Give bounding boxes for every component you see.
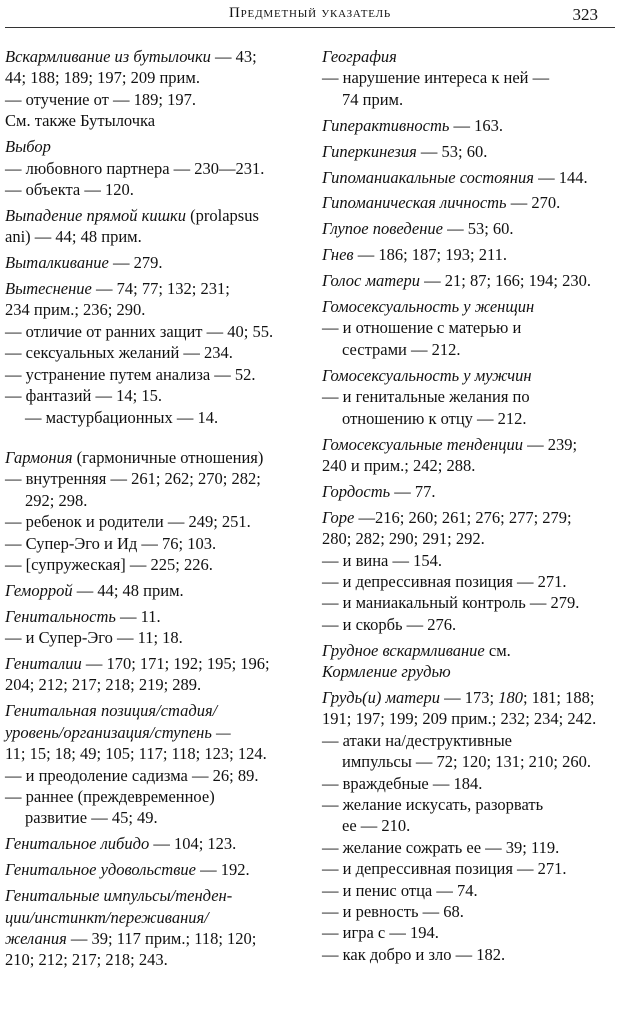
index-entry [322,192,618,213]
index-term: Горе [322,507,355,527]
entry-text: — раннее (преждевременное) [5,787,215,806]
entry-line [322,794,618,815]
index-term: Гениталии [5,654,82,674]
entry-line [322,434,618,455]
entry-text: — 192. [200,860,250,880]
entry-text: — устранение путем анализа — 52. [5,364,256,384]
entry-line [322,944,618,965]
index-entry [322,640,618,683]
entry-text: 292; 298. [25,490,88,510]
entry-text: — 239; [527,434,578,454]
entry-line [5,949,303,970]
entry-line [5,46,303,67]
entry-line [5,743,303,764]
entry-line [322,730,618,751]
entry-line [5,407,303,428]
entry-text: — и отношение с матерью и [322,318,522,338]
index-entry [322,244,618,265]
index-term: Генитальное либидо [5,834,150,854]
entry-line [5,885,303,906]
entry-text: — сексуальных желаний — 234. [5,343,233,363]
index-entry [5,205,303,248]
entry-line [322,455,618,476]
entry-line [5,722,303,743]
entry-text: — объекта — 120. [5,179,134,199]
entry-line [5,700,303,721]
entry-text: 204; 212; 217; 218; 219; 289. [5,675,202,695]
entry-line [5,299,303,320]
index-term: Гнев [322,245,354,265]
index-term: Вскармливание из бутылочки [5,47,211,66]
entry-text: — и ревность — 68. [322,902,464,922]
entry-text: — 44; 48 прим. [76,580,184,600]
entry-text: — враждебные — 184. [322,773,483,793]
entry-text: — как добро и зло — 182. [322,944,506,964]
index-entry [322,507,618,635]
entry-text: 191; 197; 199; 209 прим.; 232; 234; 242. [322,709,597,729]
index-term: Гармония [5,447,73,467]
entry-line [322,339,618,360]
entry-text: — отличие от ранних защит — 40; 55. [5,321,274,341]
entry-line [5,786,303,807]
entry-text: ani) — 44; 48 прим. [5,227,142,247]
index-entry [5,833,303,854]
entry-text: — и вина — 154. [322,550,442,570]
index-term: Гиперактивность [322,115,450,135]
entry-line [322,365,618,386]
entry-line [5,928,303,949]
entry-line [322,67,618,88]
entry-text: — 43; [215,47,257,66]
index-term: Глупое поведение [322,219,443,239]
entry-text: ее — 210. [342,816,411,836]
entry-text: сестрами — 212. [342,339,461,359]
entry-text: См. также Бутылочка [5,111,156,131]
entry-line [5,179,303,200]
entry-text: импульсы — 72; 120; 131; 210; 260. [342,752,592,772]
index-term: Голос матери [322,271,420,291]
index-term: Выбор [5,137,51,157]
entry-line [5,468,303,489]
entry-line [322,167,618,188]
index-term: Гордость [322,481,391,501]
index-entry [322,434,618,477]
index-entry [322,218,618,239]
index-term: Генитальные импульсы/тенден- [5,886,233,906]
entry-line [322,571,618,592]
entry-text: ции/инстинкт/переживания/ [5,907,209,927]
entry-text: — отучение от — 189; 197. [5,89,196,109]
running-title: Предметный указатель [229,5,391,21]
index-term: Гомосексуальные тенденции [322,434,523,454]
index-term: Гиперкинезия [322,141,417,161]
index-entry [322,687,618,965]
entry-line [322,270,618,291]
entry-text: — 270. [510,193,561,213]
entry-line [5,89,303,110]
entry-text: — 186; 187; 193; 211. [357,245,507,265]
entry-text: —216; 260; 261; 276; 277; 279; [358,507,572,527]
entry-line [5,533,303,554]
index-entry [322,296,618,360]
entry-line [322,901,618,922]
entry-text: — внутренняя — 261; 262; 270; 282; [5,469,261,489]
entry-text: — Супер-Эго и Ид — 76; 103. [5,533,217,553]
index-entry [5,136,303,200]
entry-text: — [супружеская] — 225; 226. [5,554,213,574]
entry-line [5,385,303,406]
entry-text: отношению к отцу — 212. [342,408,527,428]
index-entry [5,278,303,428]
entry-text: — 144. [538,167,588,187]
index-entry [322,141,618,162]
entry-line [322,46,618,67]
entry-text: — желание сожрать ее — 39; 119. [322,837,560,857]
entry-text: — 173; [444,687,495,707]
entry-text: 180 [498,687,523,707]
index-entry [5,859,303,880]
index-entry [5,46,303,132]
entry-text: — 74; 77; 132; 231; [96,279,230,299]
entry-line [5,765,303,786]
entry-text: 11; 15; 18; 49; 105; 117; 118; 123; 124. [5,744,267,764]
index-term: Гомосексуальность у женщин [322,297,535,317]
entry-text: — 170; 171; 192; 195; 196; [85,654,270,674]
entry-text: — мастурбационных — 14. [25,407,219,427]
index-entry [5,653,303,696]
entry-line [322,481,618,502]
entry-line [5,606,303,627]
entry-text: — 163. [453,115,504,135]
entry-line [322,218,618,239]
index-term: Гомосексуальность у мужчин [322,365,532,385]
entry-text: — любовного партнера — 230—231. [5,158,265,178]
index-entry [5,700,303,828]
entry-line [5,627,303,648]
entry-text: 74 прим. [342,89,404,109]
index-entry [5,252,303,273]
index-entry [5,580,303,601]
index-term: Грудь(и) матери [322,687,440,707]
index-term: Выпадение прямой кишки [5,205,187,225]
entry-text: — и депрессивная позиция — 271. [322,571,567,591]
entry-line [322,661,618,682]
entry-line [322,296,618,317]
entry-line [5,580,303,601]
entry-line [5,907,303,928]
index-term: География [322,47,397,66]
entry-text: — 11. [120,606,161,626]
index-entry [5,885,303,971]
entry-line [5,447,303,468]
entry-line [322,614,618,635]
entry-line [322,687,618,708]
entry-text: — 21; 87; 166; 194; 230. [424,271,591,291]
entry-line [322,815,618,836]
index-entry [322,481,618,502]
index-term: Выталкивание [5,253,109,273]
index-term: Генитальная позиция/стадия/ [5,701,218,721]
index-term: Геморрой [5,580,73,600]
entry-line [5,833,303,854]
index-term: Грудное вскармливание [322,640,485,660]
entry-text: — и депрессивная позиция — 271. [322,859,567,879]
entry-line [322,528,618,549]
index-entry [322,365,618,429]
entry-text: (гармоничные отношения) [76,447,264,467]
entry-text: — и скорбь — 276. [322,614,457,634]
entry-line [322,837,618,858]
entry-line [5,554,303,575]
entry-line [322,858,618,879]
entry-text: — и Супер-Эго — 11; 18. [5,628,183,648]
index-term: Гипоманическая личность [322,193,507,213]
index-entry [322,167,618,188]
entry-text: — нарушение интереса к ней — [322,68,550,88]
index-entry [322,46,618,110]
index-term: Генитальность [5,606,116,626]
index-column-right [322,46,618,970]
entry-text: 234 прим.; 236; 290. [5,300,146,320]
entry-line [5,511,303,532]
entry-line [5,674,303,695]
entry-text: — 53; 60. [420,141,488,161]
entry-line [322,708,618,729]
entry-line [5,158,303,179]
index-entry [5,447,303,575]
entry-line [322,89,618,110]
entry-line [322,922,618,943]
entry-text: см. [488,640,511,660]
entry-text: Кормление грудью [322,662,451,682]
entry-line [322,751,618,772]
entry-line [5,364,303,385]
index-entry [5,606,303,649]
index-term: Гипоманиакальные состояния [322,167,534,187]
entry-line [5,278,303,299]
index-term: Генитальное удовольствие [5,860,196,880]
entry-text: ; 181; 188; [522,687,595,707]
entry-text: (prolapsus [190,205,259,225]
entry-line [5,859,303,880]
entry-line [322,244,618,265]
entry-line [322,550,618,571]
entry-line [5,226,303,247]
entry-line [322,880,618,901]
entry-text: — и маниакальный контроль — 279. [322,593,580,613]
entry-line [5,653,303,674]
header-rule [5,27,615,28]
entry-text: — ребенок и родители — 249; 251. [5,512,251,532]
entry-text: 280; 282; 290; 291; 292. [322,529,485,549]
index-entry [322,115,618,136]
entry-text: — атаки на/деструктивные [322,730,512,750]
entry-text: — 39; 117 прим.; 118; 120; [70,928,257,948]
entry-line [322,592,618,613]
entry-line [5,205,303,226]
entry-line [322,408,618,429]
entry-text: — 279. [112,253,163,273]
index-entry [322,270,618,291]
entry-text: развитие — 45; 49. [25,808,158,828]
entry-text: — и преодоление садизма — 26; 89. [5,765,259,785]
entry-line [322,640,618,661]
entry-line [5,252,303,273]
entry-line [5,490,303,511]
entry-line [322,192,618,213]
entry-line [322,115,618,136]
entry-line [5,321,303,342]
index-column-left [5,46,303,975]
entry-line [5,807,303,828]
entry-text: — игра с — 194. [322,923,439,943]
entry-line [5,110,303,131]
entry-text: желания [5,928,67,948]
entry-text: — и генитальные желания по [322,387,530,407]
entry-line [322,141,618,162]
entry-line [322,386,618,407]
entry-text: 44; 188; 189; 197; 209 прим. [5,68,200,88]
entry-text: — 77. [394,481,436,501]
entry-text: 210; 212; 217; 218; 243. [5,950,168,970]
entry-text: — и пенис отца — 74. [322,880,478,900]
entry-text: — 104; 123. [153,834,237,854]
entry-text: 240 и прим.; 242; 288. [322,455,476,475]
entry-line [5,342,303,363]
entry-text: — фантазий — 14; 15. [5,386,162,406]
entry-line [5,136,303,157]
entry-line [322,317,618,338]
entry-line [322,507,618,528]
entry-text: — 53; 60. [447,219,514,239]
index-term: Вытеснение [5,279,92,299]
entry-line [322,773,618,794]
entry-line [5,67,303,88]
entry-text: уровень/организация/ступень — [5,722,231,742]
page-number: 323 [572,5,598,24]
entry-text: — желание искусать, разорвать [322,795,544,814]
